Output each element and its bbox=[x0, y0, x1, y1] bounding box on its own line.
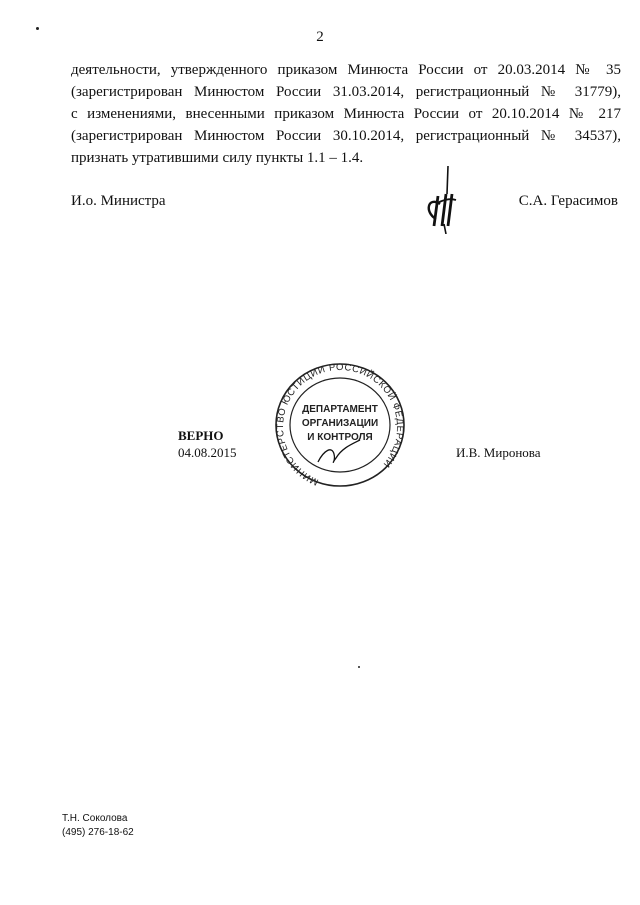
verno-label: ВЕРНО bbox=[178, 428, 224, 443]
certifier-signature bbox=[318, 440, 360, 462]
body-line-4: (зарегистрирован Минюстом России 30.10.2014, регистрационный № 34537), bbox=[71, 128, 621, 144]
stamp-line-1: ДЕПАРТАМЕНТ bbox=[302, 404, 378, 415]
stamp-line-2: ОРГАНИЗАЦИИ bbox=[301, 418, 379, 429]
executor-phone: (495) 276-18-62 bbox=[62, 827, 134, 838]
page-number: 2 bbox=[316, 29, 324, 45]
executor-name: Т.Н. Соколова bbox=[62, 813, 128, 824]
signatory-position: И.о. Министра bbox=[71, 193, 166, 209]
signatory-name: С.А. Герасимов bbox=[518, 193, 618, 209]
stamp-ring-text: МИНИСТЕРСТВО ЮСТИЦИИ РОССИЙСКОЙ ФЕДЕРАЦИИ bbox=[275, 362, 406, 488]
body-line-2: (зарегистрирован Минюстом России 31.03.2014, регистрационный № 31779), bbox=[71, 84, 621, 100]
certification-date: 04.08.2015 bbox=[178, 445, 237, 460]
certifier-name: И.В. Миронова bbox=[456, 445, 541, 460]
scan-speck bbox=[358, 666, 360, 668]
body-line-1: деятельности, утвержденного приказом Минюста России от 20.03.2014 № 35 bbox=[71, 62, 621, 78]
body-line-3: с изменениями, внесенными приказом Минюста России от 20.10.2014 № 217 bbox=[71, 106, 621, 122]
minister-signature bbox=[420, 164, 470, 234]
body-line-5: признать утратившими силу пункты 1.1 – 1.4. bbox=[71, 150, 364, 166]
official-stamp bbox=[270, 362, 410, 488]
stamp-line-3: И КОНТРОЛЯ bbox=[307, 432, 373, 443]
